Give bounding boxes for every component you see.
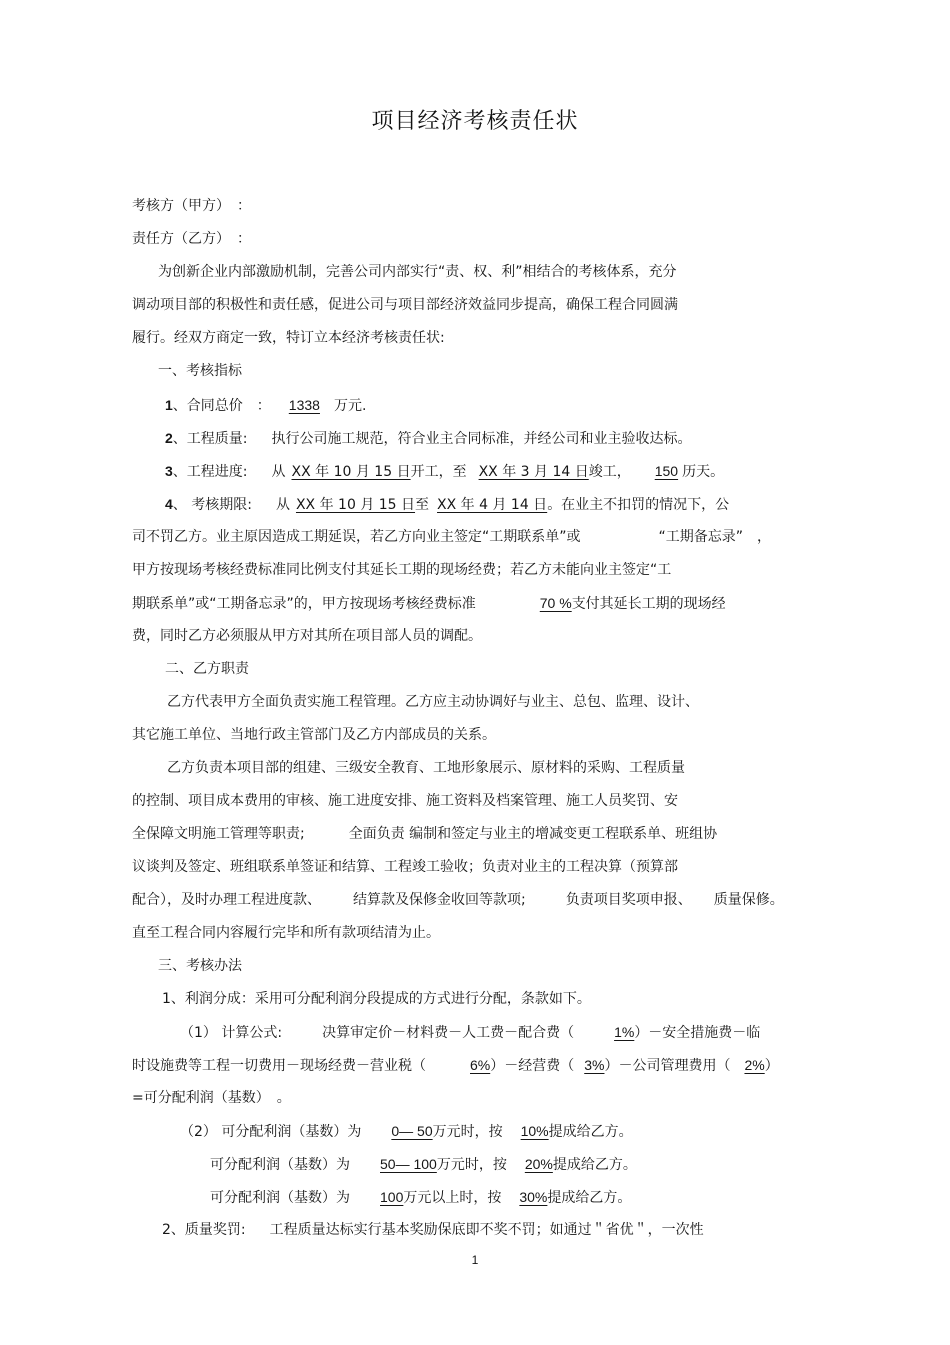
intro-line-2: 调动项目部的积极性和责任感，促进公司与项目部经济效益同步提高，确保工程合同圆满: [132, 297, 678, 313]
schedule-start-suffix: 开工，至: [410, 464, 467, 480]
schedule-line: [165, 462, 724, 481]
formula-label: （1） 计算公式:: [180, 1025, 283, 1041]
section-1-heading: 一、考核指标: [158, 363, 242, 379]
quality-reward-text: 工程质量达标实行基本奖励保底即不奖不罚；如通过＂省优＂，一次性: [269, 1222, 704, 1238]
tier-mid-2: 万元时，按: [436, 1157, 507, 1173]
profit-share-line: 1、利润分成：采用可分配利润分段提成的方式进行分配，条款如下。: [162, 991, 591, 1007]
document-title: 项目经济考核责任状: [371, 109, 579, 134]
tier-tail-3: 提成给乙方。: [547, 1190, 632, 1206]
schedule-label: 、工程进度:: [172, 464, 248, 480]
tier-label-3: 可分配利润（基数）为: [210, 1190, 350, 1206]
tier-mid-1: 万元时，按: [432, 1124, 503, 1140]
duty-p2-line-3a: 全保障文明施工管理等职责;: [132, 826, 305, 842]
contract-price-line: [165, 396, 366, 415]
intro-line-3: 履行。经双方商定一致，特订立本经济考核责任状:: [132, 330, 445, 346]
duty-p2-line-5: [132, 891, 784, 909]
formula-line-3: =可分配利润（基数） 。: [132, 1090, 291, 1106]
period-line-4: [132, 594, 726, 613]
formula-pct-1: 1%: [614, 1024, 635, 1040]
formula-text-1b: ）－安全措施费－临: [634, 1025, 761, 1041]
tier-tail-1: 提成给乙方。: [548, 1124, 633, 1140]
formula-pct-3: 3%: [584, 1057, 605, 1073]
item-number: 3: [165, 463, 173, 479]
period-line-2: [132, 528, 771, 546]
duty-p2-line-6: 直至工程合同内容履行完毕和所有款项结清为止。: [132, 925, 440, 941]
tier-mid-3: 万元以上时，按: [403, 1190, 502, 1206]
duty-p1-line-2: 其它施工单位、当地行政主管部门及乙方内部成员的关系。: [132, 727, 496, 743]
duty-p2-line-5d: 质量保修。: [713, 892, 784, 908]
schedule-start-date: XX 年 10 月 15 日: [291, 464, 411, 480]
duty-p2-line-3: [132, 825, 717, 843]
formula-line-1: [180, 1023, 760, 1042]
formula-text-2b: ）－经营费（: [490, 1058, 575, 1074]
page-number: 1: [471, 1253, 479, 1267]
intro-line-1: 为创新企业内部激励机制，完善公司内部实行“责、权、利”相结合的考核体系，充分: [158, 264, 677, 280]
duty-p2-line-5a: 配合），及时办理工程进度款、: [132, 892, 321, 908]
schedule-days-suffix: 历天。: [682, 464, 725, 480]
tier-range-3: 100: [380, 1189, 404, 1205]
quality-reward-line: [162, 1221, 704, 1239]
tier-range-1: 0— 50: [391, 1123, 433, 1139]
formula-text-1: 决算审定价－材料费－人工费－配合费（: [322, 1025, 575, 1041]
quality-label: 、工程质量:: [172, 431, 248, 447]
tier-line-2: [210, 1155, 637, 1174]
period-line-2-text: 司不罚乙方。业主原因造成工期延误，若乙方向业主签定“工期联系单”或: [132, 529, 581, 545]
duty-p2-line-1: 乙方负责本项目部的组建、三级安全教育、工地形象展示、原材料的采购、工程质量: [167, 760, 685, 776]
period-start-date: XX 年 10 月 15 日: [295, 497, 416, 513]
period-mid: 至: [415, 497, 430, 513]
contract-price-label: 、合同总价 ：: [172, 398, 271, 414]
tier-line-3: [210, 1188, 631, 1207]
section-2-heading: 二、乙方职责: [165, 661, 249, 677]
quality-line: [165, 429, 692, 448]
formula-pct-4: 2%: [744, 1057, 765, 1073]
tier-line-1: [180, 1122, 633, 1141]
item-number: 2: [165, 430, 173, 446]
period-percent: 70 %: [539, 595, 572, 611]
schedule-days: 150: [654, 463, 679, 479]
period-line-4-text: 期联系单”或“工期备忘录”的，甲方按现场考核经费标准: [132, 596, 476, 612]
formula-text-2c: ）－公司管理费用（: [604, 1058, 731, 1074]
duty-p2-line-2: 的控制、项目成本费用的审核、施工进度安排、施工资料及档案管理、施工人员奖罚、安: [132, 793, 678, 809]
period-from: 从: [275, 497, 290, 513]
duty-p2-line-5b: 结算款及保修金收回等款项;: [353, 892, 526, 908]
tier-tail-2: 提成给乙方。: [552, 1157, 637, 1173]
period-tail: 。在业主不扣罚的情况下，公: [547, 497, 730, 513]
period-line-3: 甲方按现场考核经费标准同比例支付其延长工期的现场经费；若乙方未能向业主签定“工: [132, 562, 672, 578]
tier-label-2: 可分配利润（基数）为: [210, 1157, 350, 1173]
section-3-heading: 三、考核办法: [158, 958, 242, 974]
period-label: 、 考核期限:: [172, 497, 252, 513]
period-line-4-tail: 支付其延长工期的现场经: [571, 596, 726, 612]
formula-line-2: [132, 1056, 779, 1075]
period-line: [165, 495, 729, 514]
tier-pct-1: 10%: [520, 1123, 549, 1139]
schedule-end-suffix: 竣工，: [588, 464, 631, 480]
formula-text-2a: 时设施费等工程一切费用－现场经费－营业税（: [132, 1058, 426, 1074]
item-number: 1: [165, 397, 173, 413]
period-line-2-memo: “工期备忘录” ，: [658, 529, 772, 545]
tier-label-1: （2） 可分配利润（基数）为: [180, 1124, 362, 1140]
formula-text-2d: ）: [764, 1058, 779, 1074]
formula-pct-2: 6%: [470, 1057, 491, 1073]
contract-unit: 万元.: [333, 398, 367, 414]
party-a-line: 考核方（甲方） ：: [132, 198, 251, 214]
duty-p1-line-1: 乙方代表甲方全面负责实施工程管理。乙方应主动协调好与业主、总包、监理、设计、: [167, 694, 699, 710]
period-end-date: XX 年 4 月 14 日: [437, 497, 548, 513]
duty-p2-line-5c: 负责项目奖项申报、: [565, 892, 692, 908]
quality-reward-label: 2、质量奖罚:: [162, 1222, 246, 1238]
contract-amount: 1338: [288, 397, 320, 413]
duty-p2-line-4: 议谈判及签定、班组联系单签证和结算、工程竣工验收；负责对业主的工程决算（预算部: [132, 859, 678, 875]
schedule-from: 从: [271, 464, 286, 480]
schedule-end-date: XX 年 3 月 14 日: [478, 464, 589, 480]
duty-p2-line-3b: 全面负责 编制和签定与业主的增减变更工程联系单、班组协: [348, 826, 718, 842]
quality-text: 执行公司施工规范，符合业主合同标准，并经公司和业主验收达标。: [271, 431, 692, 447]
period-line-5: 费，同时乙方必须服从甲方对其所在项目部人员的调配。: [132, 628, 482, 644]
item-number: 4: [165, 496, 173, 512]
tier-pct-3: 30%: [519, 1189, 548, 1205]
party-b-line: 责任方（乙方） ：: [132, 231, 251, 247]
tier-range-2: 50— 100: [380, 1156, 437, 1172]
tier-pct-2: 20%: [524, 1156, 553, 1172]
